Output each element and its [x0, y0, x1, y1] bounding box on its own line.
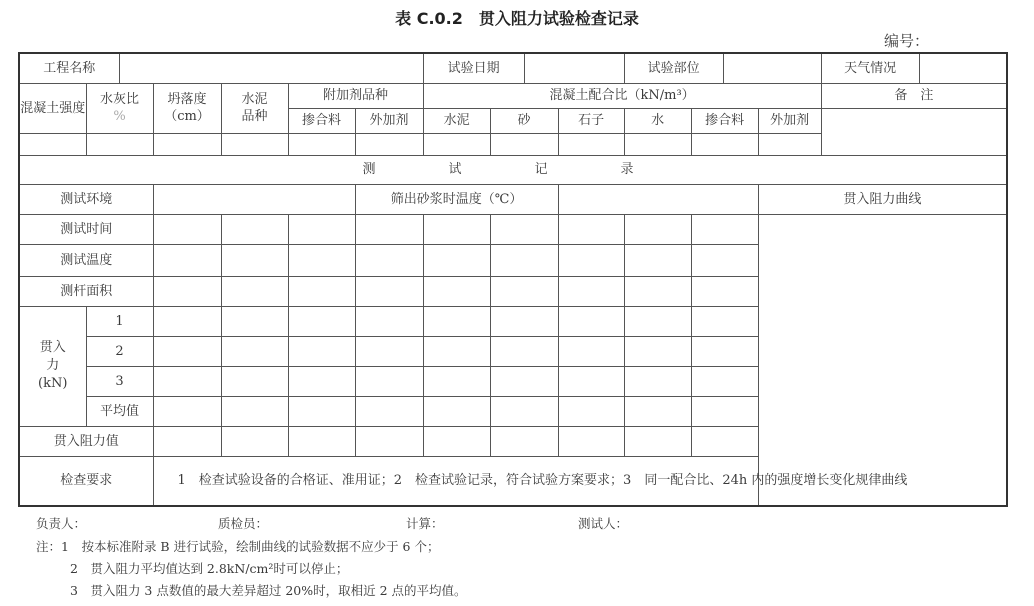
input-cell[interactable]: [624, 396, 691, 426]
input-cell[interactable]: [624, 214, 691, 244]
slump-unit: （cm）: [164, 109, 210, 124]
input-cell[interactable]: [288, 306, 355, 336]
test-time-label: 测试时间: [19, 214, 153, 244]
input-cell[interactable]: [423, 306, 490, 336]
mortar-temp-label: 筛出砂浆时温度（℃）: [355, 184, 558, 214]
input-cell[interactable]: [355, 276, 423, 306]
force-row-label: 1: [86, 306, 153, 336]
input-cell[interactable]: [624, 133, 691, 155]
input-cell[interactable]: [288, 336, 355, 366]
admixture-label: 掺合料: [288, 108, 355, 133]
mix-ratio-label: 混凝土配合比（kN/m³）: [423, 83, 821, 108]
remarks-label: 备 注: [821, 83, 1007, 108]
input-cell[interactable]: [153, 396, 221, 426]
input-cell[interactable]: [558, 396, 624, 426]
input-cell[interactable]: [355, 336, 423, 366]
input-cell[interactable]: [624, 244, 691, 276]
water-cement-ratio-text: 水灰比: [100, 92, 140, 107]
input-cell[interactable]: [423, 336, 490, 366]
input-cell[interactable]: [558, 276, 624, 306]
section-title: [19, 155, 1007, 184]
input-cell[interactable]: [153, 133, 221, 155]
input-cell[interactable]: [558, 244, 624, 276]
input-cell[interactable]: [624, 306, 691, 336]
input-cell[interactable]: [221, 244, 288, 276]
cement-type-label: 水泥品种: [221, 83, 288, 133]
input-cell[interactable]: [558, 366, 624, 396]
input-cell[interactable]: [624, 366, 691, 396]
input-cell[interactable]: [423, 366, 490, 396]
concrete-strength-label: 混凝土强度: [19, 83, 86, 133]
input-cell[interactable]: [288, 366, 355, 396]
inspection-record-table: [18, 52, 1008, 507]
input-cell[interactable]: [423, 214, 490, 244]
note-1: 注：1 按本标准附录 B 进行试验，绘制曲线的试验数据不应少于 6 个；: [36, 539, 440, 554]
input-cell[interactable]: [490, 306, 558, 336]
input-cell[interactable]: [423, 133, 490, 155]
sign-inspector: 质检员：: [218, 516, 269, 531]
environment-label: 测试环境: [19, 184, 153, 214]
check-text: 1 检查试验设备的合格证、准用证；2 检查试验记录，符合试验方案要求；3 同一配合比、24h 内的强度增长变化规律曲线: [153, 456, 1007, 506]
input-cell[interactable]: [221, 336, 288, 366]
rod-area-label: 测杆面积: [19, 276, 153, 306]
input-cell[interactable]: [153, 366, 221, 396]
test-location-field[interactable]: [723, 53, 821, 83]
input-cell[interactable]: [288, 396, 355, 426]
input-cell[interactable]: [691, 276, 758, 306]
input-cell[interactable]: [355, 396, 423, 426]
input-cell[interactable]: [221, 366, 288, 396]
input-cell[interactable]: [558, 214, 624, 244]
slump-label: [153, 83, 221, 133]
input-cell[interactable]: [355, 244, 423, 276]
sign-responsible: 负责人：: [36, 516, 87, 531]
input-cell[interactable]: [288, 214, 355, 244]
input-cell[interactable]: [624, 336, 691, 366]
mix-admixture-label: 掺合料: [691, 108, 758, 133]
input-cell[interactable]: [691, 396, 758, 426]
input-cell[interactable]: [691, 306, 758, 336]
input-cell[interactable]: [153, 426, 221, 456]
input-cell[interactable]: [221, 276, 288, 306]
input-cell[interactable]: [355, 133, 423, 155]
input-cell[interactable]: [221, 133, 288, 155]
input-cell[interactable]: [221, 214, 288, 244]
input-cell[interactable]: [691, 336, 758, 366]
water-cement-ratio-label: [86, 83, 153, 133]
input-cell[interactable]: [153, 336, 221, 366]
force-row-label: 2: [86, 336, 153, 366]
input-cell[interactable]: [490, 366, 558, 396]
input-cell[interactable]: [758, 133, 821, 155]
mix-sand-label: 砂: [490, 108, 558, 133]
environment-field[interactable]: [153, 184, 355, 214]
sign-tester: 测试人：: [578, 516, 629, 531]
input-cell[interactable]: [153, 276, 221, 306]
input-cell[interactable]: [288, 133, 355, 155]
input-cell[interactable]: [624, 276, 691, 306]
input-cell[interactable]: [288, 276, 355, 306]
mix-water-label: 水: [624, 108, 691, 133]
test-location-label: 试验部位: [624, 53, 723, 83]
input-cell[interactable]: [624, 426, 691, 456]
test-date-label: 试验日期: [423, 53, 524, 83]
input-cell[interactable]: [221, 426, 288, 456]
input-cell[interactable]: [423, 244, 490, 276]
input-cell[interactable]: [691, 244, 758, 276]
input-cell[interactable]: [19, 133, 86, 155]
input-cell[interactable]: [490, 426, 558, 456]
input-cell[interactable]: [355, 214, 423, 244]
input-cell[interactable]: [423, 396, 490, 426]
input-cell[interactable]: [153, 306, 221, 336]
page-title: 表 C.0.2 贯入阻力试验检查记录: [395, 9, 639, 28]
input-cell[interactable]: [691, 133, 758, 155]
mix-stone-label: 石子: [558, 108, 624, 133]
remarks-field[interactable]: [821, 108, 1007, 155]
input-cell[interactable]: [355, 426, 423, 456]
input-cell[interactable]: [288, 244, 355, 276]
input-cell[interactable]: [691, 426, 758, 456]
input-cell[interactable]: [423, 276, 490, 306]
input-cell[interactable]: [691, 214, 758, 244]
additive-label: 外加剂: [355, 108, 423, 133]
input-cell[interactable]: [423, 426, 490, 456]
input-cell[interactable]: [490, 214, 558, 244]
test-temperature-label: 测试温度: [19, 244, 153, 276]
check-label: 检查要求: [19, 456, 153, 506]
input-cell[interactable]: [221, 306, 288, 336]
weather-label: 天气情况: [821, 53, 919, 83]
section-title-text: 测 试 记 录: [362, 162, 664, 177]
force-row-label: 3: [86, 366, 153, 396]
input-cell[interactable]: [558, 306, 624, 336]
weather-field[interactable]: [919, 53, 1007, 83]
note-2: 2 贯入阻力平均值达到 2.8kN/cm²时可以停止；: [70, 561, 349, 576]
input-cell[interactable]: [490, 133, 558, 155]
test-date-field[interactable]: [524, 53, 624, 83]
mortar-temp-field[interactable]: [558, 184, 758, 214]
input-cell[interactable]: [490, 244, 558, 276]
note-3: 3 贯入阻力 3 点数值的最大差异超过 20%时，取相近 2 点的平均值。: [70, 583, 467, 598]
resistance-label: 贯入阻力值: [19, 426, 153, 456]
input-cell[interactable]: [153, 244, 221, 276]
mix-additive-label: 外加剂: [758, 108, 821, 133]
force-row-label: 平均值: [86, 396, 153, 426]
input-cell[interactable]: [558, 426, 624, 456]
slump-text: 坍落度: [167, 92, 207, 107]
input-cell[interactable]: [288, 426, 355, 456]
project-name-label: 工程名称: [19, 53, 119, 83]
sign-calculation: 计算：: [406, 516, 444, 531]
input-cell[interactable]: [153, 214, 221, 244]
input-cell[interactable]: [558, 336, 624, 366]
input-cell[interactable]: [86, 133, 153, 155]
force-label: 贯入力(kN): [19, 306, 86, 426]
curve-label: 贯入阻力曲线: [758, 184, 1007, 214]
input-cell[interactable]: [490, 396, 558, 426]
input-cell[interactable]: [490, 336, 558, 366]
additive-type-label: 附加剂品种: [288, 83, 423, 108]
input-cell[interactable]: [558, 133, 624, 155]
mix-cement-label: 水泥: [423, 108, 490, 133]
project-name-field[interactable]: [119, 53, 423, 83]
input-cell[interactable]: [355, 306, 423, 336]
input-cell[interactable]: [691, 366, 758, 396]
input-cell[interactable]: [221, 396, 288, 426]
input-cell[interactable]: [355, 366, 423, 396]
water-cement-unit: %: [113, 109, 126, 124]
input-cell[interactable]: [490, 276, 558, 306]
serial-number-label: 编号：: [884, 32, 930, 50]
